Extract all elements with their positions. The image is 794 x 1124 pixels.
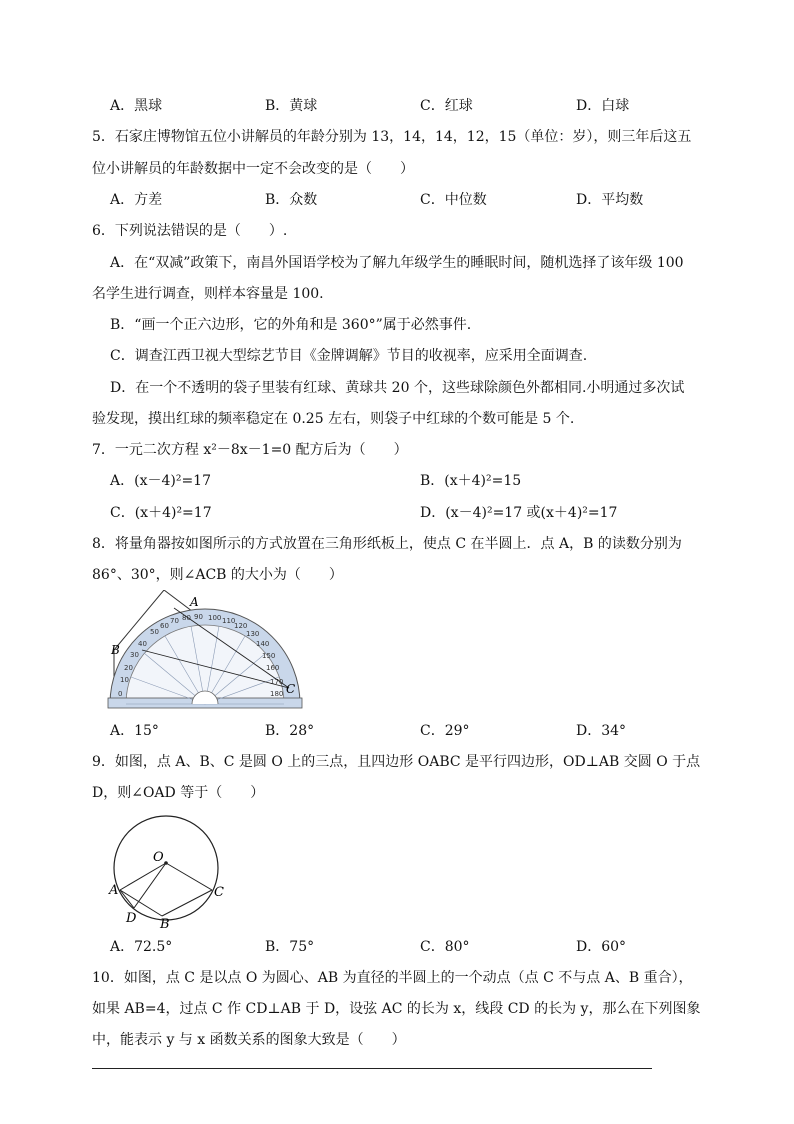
q4-option-c: C．红球 [420, 98, 473, 114]
q5-stem-line2: 位小讲解员的年龄数据中一定不会改变的是（ ） [92, 161, 414, 177]
q10-stem-line2: 如果 AB=4，过点 C 作 CD⊥AB 于 D，设弦 AC 的长为 x，线段 CD 的长为 y，那么在下列图象 [92, 1001, 701, 1017]
svg-text:110: 110 [222, 617, 236, 625]
q6-option-d-line2: 验发现，摸出红球的频率稳定在 0.25 左右，则袋子中红球的个数可能是 5 个. [92, 411, 575, 427]
q4-option-a: A．黑球 [110, 98, 163, 114]
svg-text:180: 180 [270, 690, 284, 698]
q5-option-c: C．中位数 [420, 192, 487, 208]
svg-text:50: 50 [150, 628, 159, 636]
q7-option-c: C．(x＋4)²=17 [110, 505, 212, 521]
fig9-label-a: A [109, 883, 119, 898]
svg-text:100: 100 [208, 614, 222, 622]
svg-text:150: 150 [262, 652, 276, 660]
q9-stem-line2: D，则∠OAD 等于（ ） [92, 785, 265, 801]
q10-stem-line1: 10．如图，点 C 是以点 O 为圆心、AB 为直径的半圆上的一个动点（点 C 不与点 A、B 重合）， [92, 970, 693, 986]
q4-option-b: B．黄球 [265, 98, 318, 114]
protractor-figure [104, 590, 310, 716]
svg-text:140: 140 [256, 640, 270, 648]
footer-divider [92, 1068, 652, 1069]
q9-option-d: D．60° [576, 939, 627, 955]
q5-stem-line1: 5．石家庄博物馆五位小讲解员的年龄分别为 13，14，14，12，15（单位：岁），则三年后这五 [92, 129, 692, 145]
q9-stem-line1: 9．如图，点 A、B、C 是圆 O 上的三点，且四边形 OABC 是平行四边形，OD⊥AB 交圆 O 于点 [92, 754, 701, 770]
svg-text:60: 60 [160, 622, 169, 630]
svg-text:0: 0 [118, 690, 123, 698]
q8-option-b: B．28° [265, 723, 315, 739]
svg-text:40: 40 [138, 640, 147, 648]
q5-option-b: B．众数 [265, 192, 318, 208]
fig9-label-c: C [214, 885, 224, 900]
q8-option-a: A．15° [110, 723, 159, 739]
q7-option-d: D．(x－4)²=17 或(x＋4)²=17 [420, 505, 618, 521]
q9-option-a: A．72.5° [110, 939, 173, 955]
q9-option-c: C．80° [420, 939, 470, 955]
q9-option-b: B．75° [265, 939, 315, 955]
q4-option-d: D．白球 [576, 98, 630, 114]
q7-stem: 7．一元二次方程 x²－8x－1=0 配方后为（ ） [92, 442, 408, 458]
svg-text:80: 80 [182, 614, 191, 622]
q5-option-a: A．方差 [110, 192, 163, 208]
svg-text:10: 10 [120, 676, 129, 684]
svg-text:30: 30 [130, 651, 139, 659]
q6-option-c: C．调查江西卫视大型综艺节目《金牌调解》节目的收视率，应采用全面调查. [110, 348, 588, 364]
fig8-label-c: C [286, 682, 296, 696]
svg-text:170: 170 [270, 678, 284, 686]
fig8-label-a: A [190, 595, 199, 609]
svg-text:70: 70 [170, 617, 179, 625]
fig9-label-b: B [160, 917, 170, 930]
q6-stem: 6．下列说法错误的是（ ）. [92, 223, 288, 239]
q8-stem-line1: 8．将量角器按如图所示的方式放置在三角形纸板上，使点 C 在半圆上．点 A，B 的读数分别为 [92, 536, 682, 552]
q6-option-b: B．“画一个正六边形，它的外角和是 360°”属于必然事件. [110, 317, 472, 333]
q6-option-d-line1: D．在一个不透明的袋子里装有红球、黄球共 20 个，这些球除颜色外都相同.小明通过多次试 [110, 380, 685, 396]
q10-stem-line3: 中，能表示 y 与 x 函数关系的图象大致是（ ） [92, 1032, 406, 1048]
fig8-label-b: B [111, 643, 120, 657]
q7-option-a: A．(x－4)²=17 [110, 473, 211, 489]
q5-option-d: D．平均数 [576, 192, 644, 208]
q6-option-a-line1: A．在“双减”政策下，南昌外国语学校为了解九年级学生的睡眠时间，随机选择了该年级 100 [110, 255, 684, 271]
svg-text:130: 130 [246, 630, 260, 638]
fig9-label-o: O [153, 850, 164, 865]
q8-option-d: D．34° [576, 723, 627, 739]
svg-text:20: 20 [124, 664, 133, 672]
circle-figure [104, 810, 234, 930]
svg-text:90: 90 [194, 613, 203, 621]
q7-option-b: B．(x＋4)²=15 [420, 473, 522, 489]
fig9-label-d: D [126, 911, 137, 926]
svg-text:160: 160 [266, 664, 280, 672]
q6-option-a-line2: 名学生进行调查，则样本容量是 100. [92, 286, 324, 302]
svg-text:120: 120 [234, 622, 248, 630]
q8-stem-line2: 86°、30°，则∠ACB 的大小为（ ） [92, 567, 343, 583]
q8-option-c: C．29° [420, 723, 470, 739]
